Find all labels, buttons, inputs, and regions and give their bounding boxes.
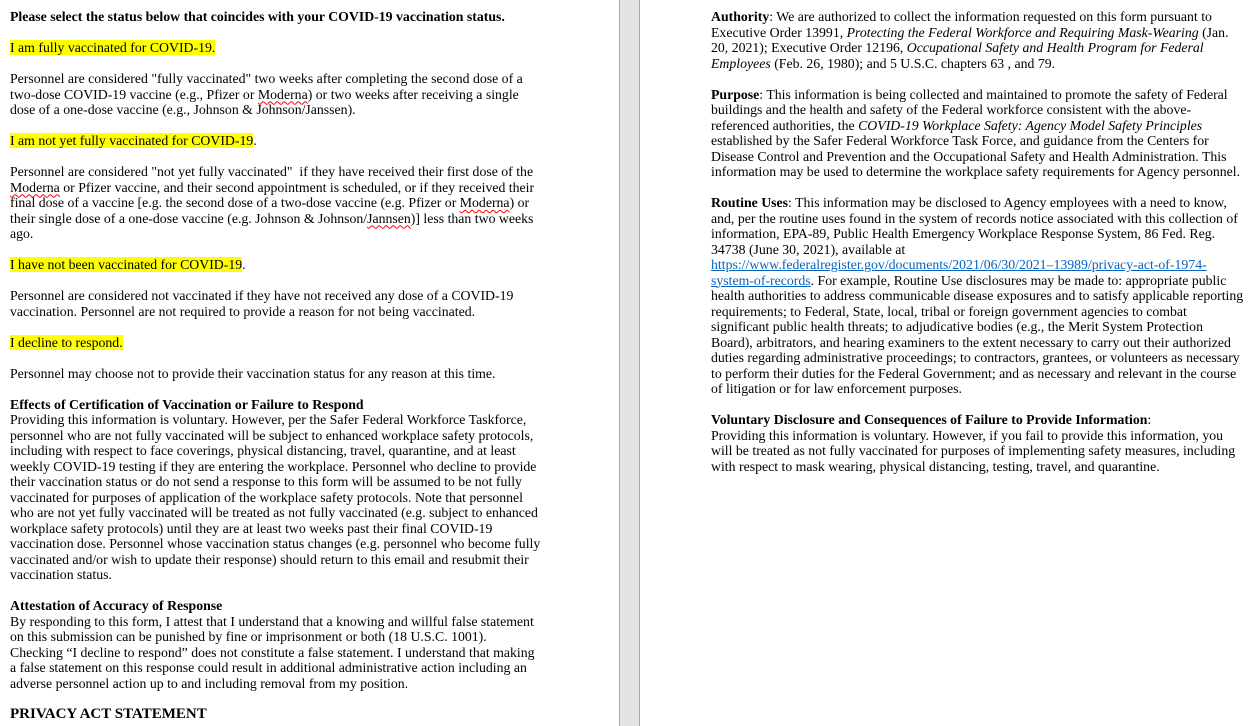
effects-paragraph (10, 412, 544, 583)
text-run: or Pfizer vaccine, and their second appointment is scheduled, or if they received their final dose of a vaccine [e.g. the second dose of a two-dose vaccine (e.g. Pfizer or (10, 179, 538, 210)
text-run: : This information may be disclosed to Agency employees with a need to know, and, per the routine uses found in the system of records notice associated with this collection of information, EPA-89, Public Health Emergency Workplace Response System, 86 Fed. Reg. 34738 (June 30, 2021), available at (711, 195, 1242, 257)
text-run: : This information is being collected and maintained to promote the safety of Federal buildings and the health and safety of the Federal workforce consistent with the above-referenced authorities, the (711, 86, 1232, 133)
document-page-right (640, 0, 1251, 726)
text-run: Providing this information is voluntary. However, if you fail to provide this information, you will be treated as not fully vaccinated for purposes of implementing safety measures, including with respect to mask wearing, physical distancing, testing, travel, and quarantine. (711, 427, 1239, 474)
misspelled-word: Moderna (10, 179, 60, 195)
privacy-act-heading (10, 707, 541, 723)
text-run: . (253, 133, 257, 148)
attestation-heading (10, 598, 541, 614)
text-run: Providing this information is voluntary. However, per the Safer Federal Workforce Taskforce, personnel who are not fully vaccinated will be subject to enhanced workplace safety protocols, including with respect to face coverings, physical distancing, travel, quarantine, and at least weekly COVID-19 testing if they are entering the workplace. Personnel who decline to provide their vaccination status or do not send a response to this form will be assumed to be not fully vaccinated for purposes of application of the workplace safety protocols. Note that personnel who are not yet fully vaccinated will be treated as not fully vaccinated (e.g. subject to enhanced workplace safety protocols) until they are at least two weeks past their final COVID-19 vaccination dose. Personnel whose vaccination status changes (e.g. personnel who become fully vaccinated and/or wish to update their response) should return to this email and resubmit their vaccination status. (10, 412, 544, 582)
option-not-vaccinated (10, 257, 541, 273)
text-run: PRIVACY ACT STATEMENT (10, 705, 207, 722)
highlighted-text: I decline to respond. (10, 334, 123, 350)
text-run: Personnel may choose not to provide their vaccination status for any reason at this time. (10, 365, 496, 381)
authority-paragraph (711, 9, 1247, 71)
option-not-yet-fully-vaccinated (10, 133, 541, 149)
decline-definition (10, 366, 541, 382)
left-page-content (0, 0, 544, 722)
voluntary-disclosure-paragraph (711, 428, 1247, 475)
federal-register-hyperlink[interactable]: https://www.federalregister.gov/documents/2021/06/30/2021–13989/privacy-act-of-1974-system-of-records (711, 257, 1207, 288)
highlighted-text: I am not yet fully vaccinated for COVID-19 (10, 133, 254, 148)
text-run: By responding to this form, I attest that I understand that a knowing and willful false statement on this submission can be punished by fine or imprisonment or both (18 U.S.C. 1001). Checking “I decline to respond” does not constitute a false statement. I understand that making a false statement on this response could result in additional administrative action including an adverse personnel action up to and including removal from my position. (10, 613, 538, 691)
option-fully-vaccinated (10, 40, 541, 56)
text-run: : (1147, 412, 1152, 427)
text-run: : We are authorized to collect the information requested on this form pursuant to Executive Order 13991, (711, 9, 1216, 40)
voluntary-disclosure-heading (711, 412, 1247, 428)
text-run: ) or two weeks after receiving a single dose of a one-dose vaccine (e.g., Johnson & Johnson/Janssen). (10, 86, 523, 117)
text-run: Routine Uses (711, 195, 789, 210)
text-run: Attestation of Accuracy of Response (10, 598, 223, 613)
text-run: Personnel are considered "fully vaccinated" two weeks after completing the second dose of a two-dose COVID-19 vaccine (e.g., Pfizer or (10, 71, 527, 102)
text-run: Please select the status below that coincides with your COVID-19 vaccination status. (10, 9, 505, 24)
text-run: Personnel are considered "not yet fully vaccinated" if they have received their first dose of the (10, 164, 537, 179)
text-run: Purpose (711, 86, 760, 102)
intro-instruction (10, 9, 541, 25)
text-run: ) or their single dose of a one-dose vaccine (e.g. Johnson & Johnson/ (10, 195, 533, 226)
page-gutter-divider (619, 0, 640, 726)
effects-heading (10, 397, 541, 413)
fully-vaccinated-definition (10, 71, 541, 118)
text-run: (Feb. 26, 1980); and 5 U.S.C. chapters 63 , and 79. (770, 55, 1056, 71)
document-page-left (0, 0, 619, 726)
highlighted-text: I am fully vaccinated for COVID-19. (10, 40, 216, 55)
purpose-paragraph (711, 87, 1247, 180)
text-run: Authority (711, 9, 770, 24)
text-run: Voluntary Disclosure and Consequences of Failure to Provide Information (711, 412, 1148, 427)
not-vaccinated-definition (10, 288, 541, 319)
text-run: (Jan. 20, 2021); Executive Order 12196, (711, 24, 1232, 55)
misspelled-word: Jannsen (367, 210, 411, 226)
text-run: Effects of Certification of Vaccination or Failure to Respond (10, 396, 364, 412)
misspelled-word: Moderna (257, 86, 308, 102)
text-run: . (242, 257, 246, 272)
misspelled-word: Moderna (459, 195, 510, 210)
text-run: Occupational Safety and Health Program for Federal Employees (711, 40, 1208, 71)
text-run: )] less than two weeks ago. (10, 210, 537, 241)
text-run: Personnel are considered not vaccinated if they have not received any dose of a COVID-19 vaccination. Personnel are not required to provide a reason for not being vaccinated. (10, 288, 517, 319)
attestation-paragraph (10, 614, 541, 692)
text-run: . For example, Routine Use disclosures may be made to: appropriate public health authorities to address communicable disease exposures and to satisfy applicable reporting requirements; to Federal, State, local, tribal or foreign government agencies to combat significant public health threats; to adjudicative bodies (e.g., the Merit System Protection Board), arbitrators, and hearing examiners to the extent necessary to carry out their authorized duties regarding administrative proceedings; to contractors, grantees, or volunteers as necessary to perform their duties for the Federal Government; and as necessary and relevant in the course of litigation or for law enforcement purposes. (711, 272, 1247, 396)
highlighted-text: I have not been vaccinated for COVID-19 (10, 257, 243, 272)
text-run: Protecting the Federal Workforce and Requiring Mask-Wearing (846, 24, 1199, 40)
text-run: established by the Safer Federal Workforce Task Force, and guidance from the Centers for Disease Control and Prevention and the Occupational Safety and Health Administration. This information may be used to determine the workplace safety requirements for Agency personnel. (711, 117, 1241, 179)
option-decline-to-respond (10, 335, 541, 351)
text-run: COVID-19 Workplace Safety: Agency Model Safety Principles (858, 117, 1203, 133)
right-page-content (640, 0, 1247, 474)
not-yet-fully-vaccinated-definition (10, 164, 541, 242)
routine-uses-paragraph (711, 195, 1247, 397)
